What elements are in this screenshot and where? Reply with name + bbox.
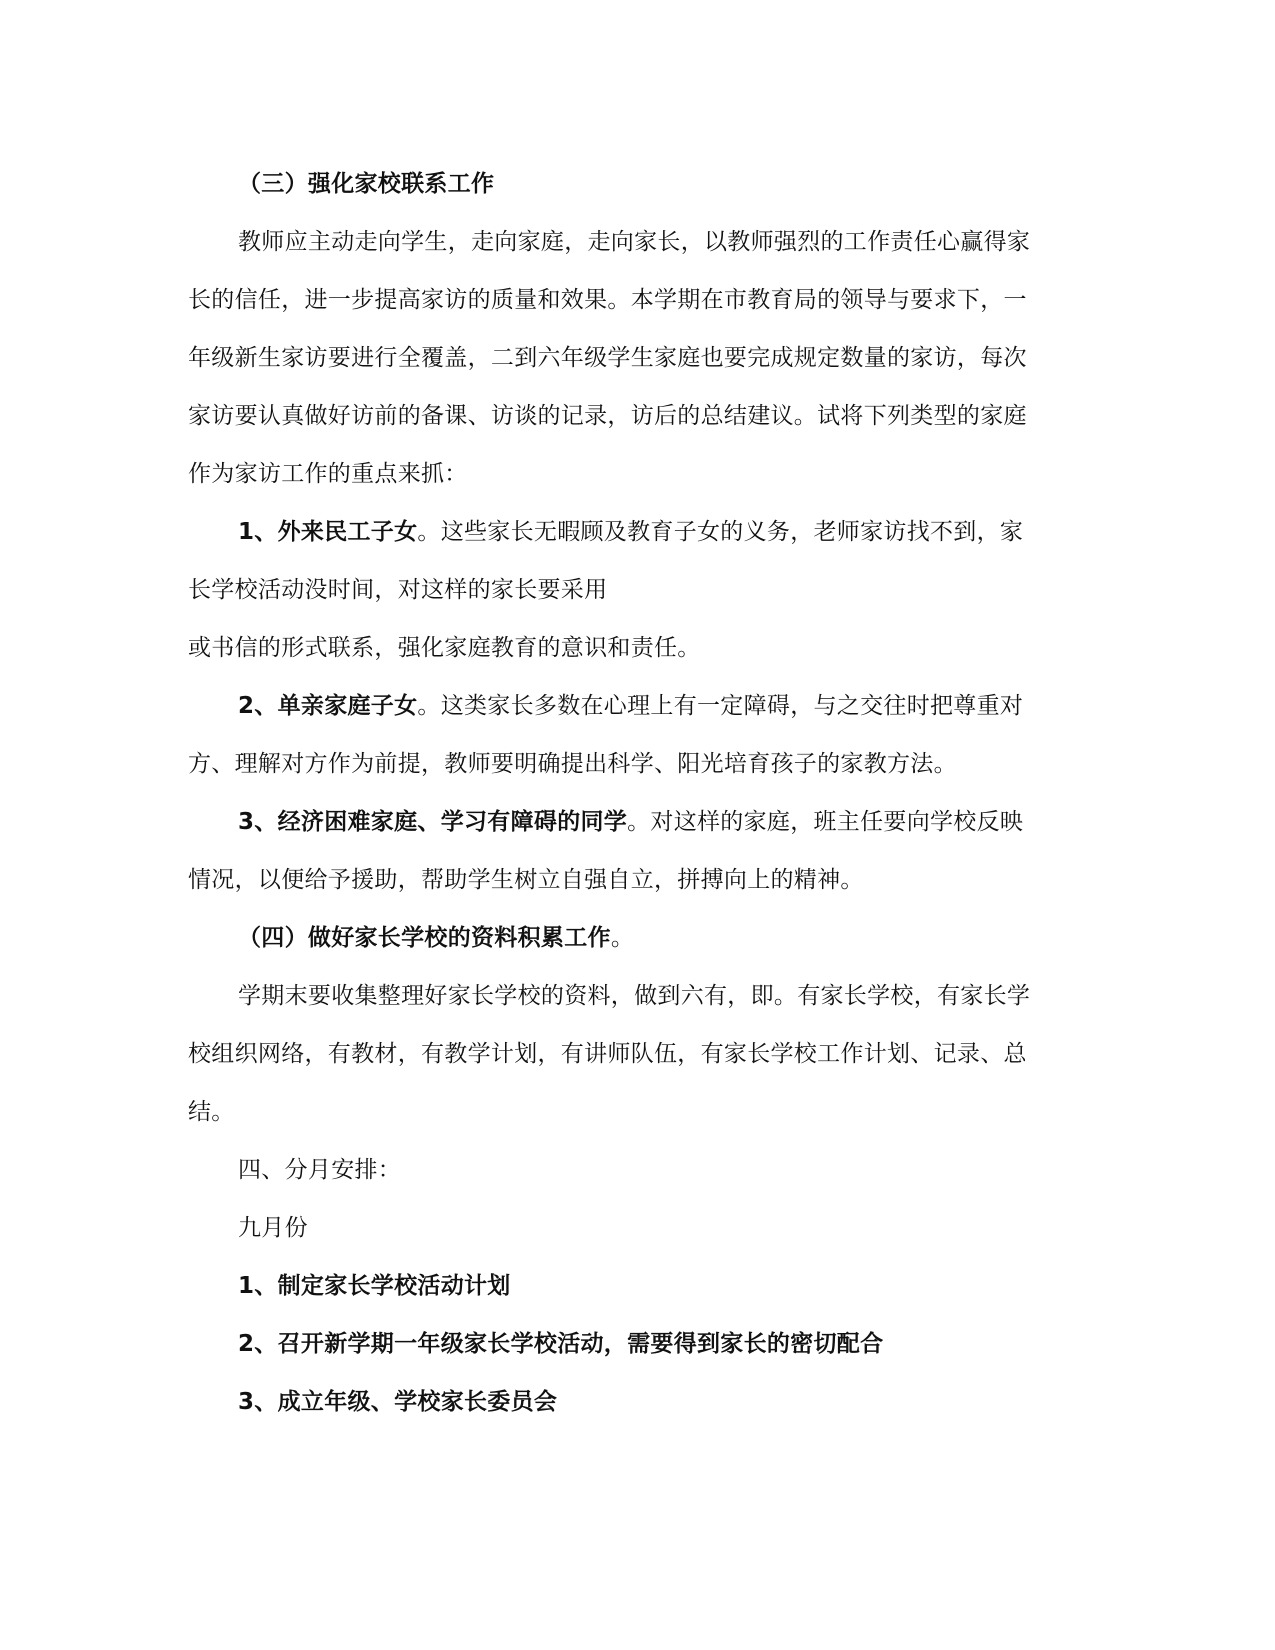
list-item-1-text: 。这些家长无暇顾及教育子女的义务，老师家访找不到，家 <box>417 519 1024 545</box>
paragraph-line: 教师应主动走向学生，走向家庭，走向家长，以教师强烈的工作责任心赢得家 <box>238 229 1031 255</box>
list-item-2 <box>238 691 1023 721</box>
section-heading-schedule: 四、分月安排： <box>238 1157 402 1183</box>
paragraph-line: 方、理解对方作为前提，教师要明确提出科学、阳光培育孩子的家教方法。 <box>188 751 957 777</box>
paragraph-line: 长学校活动没时间，对这样的家长要采用 <box>188 577 608 603</box>
paragraph-line: 家访要认真做好访前的备课、访谈的记录，访后的总结建议。试将下列类型的家庭 <box>188 403 1027 429</box>
month-label: 九月份 <box>238 1215 308 1241</box>
section-heading-4 <box>238 923 634 953</box>
section-heading-4-end: 。 <box>610 925 635 951</box>
paragraph-line: 或书信的形式联系，强化家庭教育的意识和责任。 <box>188 635 701 661</box>
paragraph-line: 年级新生家访要进行全覆盖，二到六年级学生家庭也要完成规定数量的家访，每次 <box>188 345 1027 371</box>
list-item-1 <box>238 517 1023 547</box>
task-item: 2、召开新学期一年级家长学校活动，需要得到家长的密切配合 <box>238 1331 884 1357</box>
paragraph-line: 学期末要收集整理好家长学校的资料，做到六有，即。有家长学校，有家长学 <box>238 983 1031 1009</box>
section-heading-4-title: （四）做好家长学校的资料积累工作 <box>238 925 611 951</box>
list-item-1-title: 1、外来民工子女 <box>238 519 418 545</box>
paragraph-line: 结。 <box>188 1099 235 1125</box>
list-item-3-title: 3、经济困难家庭、学习有障碍的同学 <box>238 809 628 835</box>
paragraph-line: 校组织网络，有教材，有教学计划，有讲师队伍，有家长学校工作计划、记录、总 <box>188 1041 1027 1067</box>
task-item: 1、制定家长学校活动计划 <box>238 1273 511 1299</box>
paragraph-line: 作为家访工作的重点来抓： <box>188 461 468 487</box>
paragraph-line: 长的信任，进一步提高家访的质量和效果。本学期在市教育局的领导与要求下，一 <box>188 287 1027 313</box>
list-item-3 <box>238 807 1023 837</box>
section-heading-3: （三）强化家校联系工作 <box>238 171 495 197</box>
paragraph-line: 情况，以便给予援助，帮助学生树立自强自立，拼搏向上的精神。 <box>188 867 864 893</box>
list-item-3-text: 。对这样的家庭，班主任要向学校反映 <box>627 809 1024 835</box>
task-item: 3、成立年级、学校家长委员会 <box>238 1389 558 1415</box>
list-item-2-text: 。这类家长多数在心理上有一定障碍，与之交往时把尊重对 <box>417 693 1024 719</box>
list-item-2-title: 2、单亲家庭子女 <box>238 693 418 719</box>
